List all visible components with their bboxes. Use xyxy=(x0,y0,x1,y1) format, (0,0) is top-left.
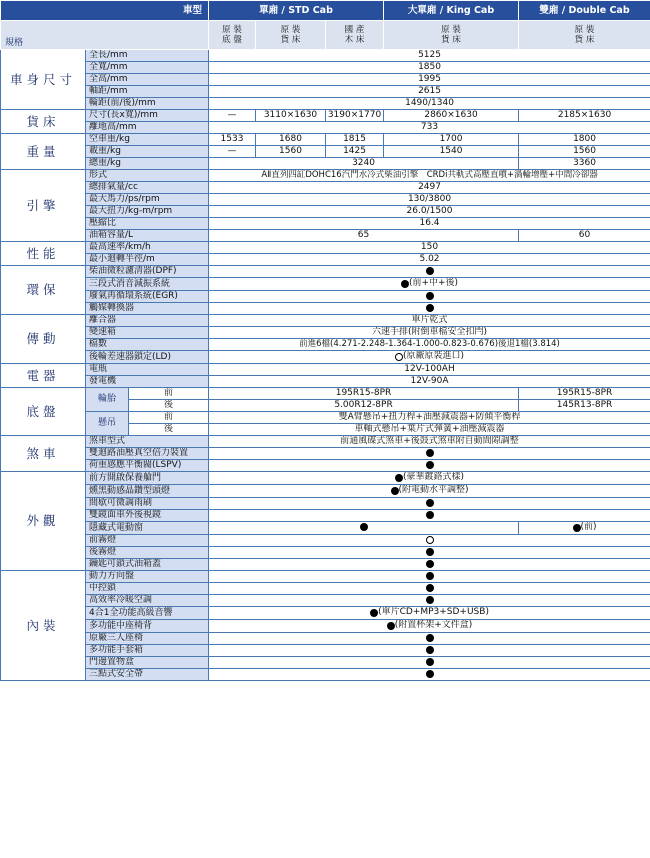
standard-dot-icon xyxy=(426,304,434,312)
cell: — xyxy=(209,146,256,158)
section-brake: 煞車 xyxy=(1,436,86,472)
row-label: 前霧燈 xyxy=(86,535,209,547)
standard-dot-icon xyxy=(426,634,434,642)
row-value: 1850 xyxy=(209,62,650,74)
row-label: 離合器 xyxy=(86,315,209,327)
standard-dot-icon xyxy=(426,267,434,275)
row-label: 雙鏡面車外後視鏡 xyxy=(86,510,209,522)
cell: 3360 xyxy=(519,158,650,170)
row-label: 燻黑動感晶鑽型頭燈 xyxy=(86,485,209,498)
standard-dot-icon xyxy=(426,511,434,519)
row-label: 4合1全功能高級音響 xyxy=(86,607,209,620)
row-label: 前方開啟保養艙門 xyxy=(86,472,209,485)
row-label: 輪距(前/後)/mm xyxy=(86,98,209,110)
row-value xyxy=(209,278,650,291)
header-sub-king: 原 裝 貨 床 xyxy=(384,21,519,50)
row-label: 雙迴路油壓真空倍力裝置 xyxy=(86,448,209,460)
header-spec-label: 規格 xyxy=(1,21,209,50)
cell: 60 xyxy=(519,230,650,242)
row-label: 觸媒轉換器 xyxy=(86,303,209,315)
row-value: 車軸式懸吊+葉片式彈簧+油壓減震器 xyxy=(209,424,650,436)
row-value: 26.0/1500 xyxy=(209,206,650,218)
standard-dot-icon xyxy=(387,622,395,630)
standard-dot-icon xyxy=(426,449,434,457)
row-value xyxy=(209,351,650,364)
row-value: 雙A臂懸吊+扭力桿+油壓減震器+防傾平衡桿 xyxy=(209,412,650,424)
cell xyxy=(209,522,519,535)
header-sub-bed: 原 裝 貨 床 xyxy=(256,21,326,50)
standard-dot-icon xyxy=(426,499,434,507)
row-label: 最大馬力/ps/rpm xyxy=(86,194,209,206)
row-value: 2615 xyxy=(209,86,650,98)
row-label: 尺寸(長x寬)/mm xyxy=(86,110,209,122)
cell: 1560 xyxy=(519,146,650,158)
row-note: (附置杯架+文件盒) xyxy=(394,620,473,630)
row-label: 最高速率/km/h xyxy=(86,242,209,254)
standard-dot-icon xyxy=(426,461,434,469)
row-label: 輪胎 xyxy=(86,388,129,412)
row-label: 多功能手套箱 xyxy=(86,645,209,657)
row-value: 5.02 xyxy=(209,254,650,266)
row-value: 前進6檔(4.271-2.248-1.364-1.000-0.823-0.676)後退1檔(3.814) xyxy=(209,339,650,351)
row-value xyxy=(209,620,650,633)
header-sub-double: 原 裝 貨 床 xyxy=(519,21,650,50)
standard-dot-icon xyxy=(573,524,581,532)
row-value xyxy=(209,547,650,559)
standard-dot-icon xyxy=(426,572,434,580)
standard-dot-icon xyxy=(426,670,434,678)
row-value xyxy=(209,510,650,522)
cell: 1560 xyxy=(256,146,326,158)
row-note: (附電動水平調整) xyxy=(398,485,469,495)
cell: 3240 xyxy=(209,158,519,170)
row-label: 門邊置物盒 xyxy=(86,657,209,669)
row-value: 150 xyxy=(209,242,650,254)
row-label: 高效率冷暖空調 xyxy=(86,595,209,607)
row-value xyxy=(209,645,650,657)
section-size: 車身尺寸 xyxy=(1,50,86,110)
row-value xyxy=(209,595,650,607)
row-value xyxy=(209,460,650,472)
row-label: 檔數 xyxy=(86,339,209,351)
section-perf: 性能 xyxy=(1,242,86,266)
row-value: 六速手排(附倒車檔安全扣閂) xyxy=(209,327,650,339)
row-label: 後霧燈 xyxy=(86,547,209,559)
header-double-cab: 雙廂 / Double Cab xyxy=(519,1,650,21)
row-value xyxy=(209,485,650,498)
row-label: 三段式消音減振系統 xyxy=(86,278,209,291)
row-note: (豪華鍍鉻式樣) xyxy=(403,472,465,482)
row-value xyxy=(209,583,650,595)
row-label: 離地高/mm xyxy=(86,122,209,134)
row-value xyxy=(209,291,650,303)
row-label: 柴油微粒濾清器(DPF) xyxy=(86,266,209,278)
cell: — xyxy=(209,110,256,122)
cell: 145R13-8PR xyxy=(519,400,650,412)
row-label: 電瓶 xyxy=(86,364,209,376)
row-value: 130/3800 xyxy=(209,194,650,206)
row-label: 隱藏式電動窗 xyxy=(86,522,209,535)
cell: 1700 xyxy=(384,134,519,146)
cell: 3110×1630 xyxy=(256,110,326,122)
row-label: 總排氣量/cc xyxy=(86,182,209,194)
row-value: 733 xyxy=(209,122,650,134)
row-label: 煞車型式 xyxy=(86,436,209,448)
section-chassis: 底盤 xyxy=(1,388,86,436)
row-label: 軸距/mm xyxy=(86,86,209,98)
row-label: 懸吊 xyxy=(86,412,129,436)
row-value xyxy=(209,669,650,681)
row-label: 變速箱 xyxy=(86,327,209,339)
cell: 2860×1630 xyxy=(384,110,519,122)
section-env: 環保 xyxy=(1,266,86,315)
cell: 1815 xyxy=(326,134,384,146)
standard-dot-icon xyxy=(395,474,403,482)
row-value: 1995 xyxy=(209,74,650,86)
section-interior: 內裝 xyxy=(1,571,86,681)
row-label: 動力方向盤 xyxy=(86,571,209,583)
cell: 1540 xyxy=(384,146,519,158)
cell: 1425 xyxy=(326,146,384,158)
cell: 1800 xyxy=(519,134,650,146)
row-value xyxy=(209,448,650,460)
section-engine: 引擎 xyxy=(1,170,86,242)
row-sublabel: 前 xyxy=(129,388,209,400)
row-sublabel: 後 xyxy=(129,424,209,436)
row-label: 多功能中座椅背 xyxy=(86,620,209,633)
row-label: 荷重感應平衡閥(LSPV) xyxy=(86,460,209,472)
standard-dot-icon xyxy=(426,584,434,592)
row-note: (前) xyxy=(580,522,597,532)
section-weight: 重量 xyxy=(1,134,86,170)
row-sublabel: 後 xyxy=(129,400,209,412)
row-label: 全長/mm xyxy=(86,50,209,62)
row-value: 前通風碟式煞車+後鼓式煞車附自動間隙調整 xyxy=(209,436,650,448)
row-label: 最小迴轉半徑/m xyxy=(86,254,209,266)
cell: 5.00R12-8PR xyxy=(209,400,519,412)
row-sublabel: 前 xyxy=(129,412,209,424)
row-label: 鑰匙可鎖式油箱蓋 xyxy=(86,559,209,571)
row-value: 12V-90A xyxy=(209,376,650,388)
row-value xyxy=(209,559,650,571)
row-label: 油箱容量/L xyxy=(86,230,209,242)
row-label: 最大扭力/kg-m/rpm xyxy=(86,206,209,218)
row-label: 形式 xyxy=(86,170,209,182)
row-note: (單片CD+MP3+SD+USB) xyxy=(378,607,489,617)
header-model-label: 車型 xyxy=(1,1,209,21)
row-value: 12V-100AH xyxy=(209,364,650,376)
row-label: 壓縮比 xyxy=(86,218,209,230)
row-value xyxy=(209,472,650,485)
header-std-cab: 單廂 / STD Cab xyxy=(209,1,384,21)
standard-dot-icon xyxy=(370,609,378,617)
section-elec: 電器 xyxy=(1,364,86,388)
row-value xyxy=(209,535,650,547)
row-label: 廢氣再循環系統(EGR) xyxy=(86,291,209,303)
row-label: 中控鎖 xyxy=(86,583,209,595)
cell xyxy=(519,522,650,535)
cell: 3190×1770 xyxy=(326,110,384,122)
row-label: 空車重/kg xyxy=(86,134,209,146)
row-note: (前+中+後) xyxy=(408,278,459,288)
standard-dot-icon xyxy=(426,646,434,654)
row-value xyxy=(209,607,650,620)
cell: 65 xyxy=(209,230,519,242)
cell: 1533 xyxy=(209,134,256,146)
row-label: 三點式安全帶 xyxy=(86,669,209,681)
row-value xyxy=(209,571,650,583)
row-value: 2497 xyxy=(209,182,650,194)
cell: 195R15-8PR xyxy=(209,388,519,400)
cell: 1680 xyxy=(256,134,326,146)
optional-circle-icon xyxy=(426,536,434,544)
row-value xyxy=(209,498,650,510)
row-value xyxy=(209,266,650,278)
standard-dot-icon xyxy=(426,596,434,604)
standard-dot-icon xyxy=(391,487,399,495)
standard-dot-icon xyxy=(401,280,409,288)
header-sub-chassis: 原 裝 底 盤 xyxy=(209,21,256,50)
row-label: 載重/kg xyxy=(86,146,209,158)
row-value xyxy=(209,303,650,315)
row-value: 5125 xyxy=(209,50,650,62)
standard-dot-icon xyxy=(426,292,434,300)
header-sub-wood: 國 產 木 床 xyxy=(326,21,384,50)
row-value xyxy=(209,657,650,669)
row-label: 發電機 xyxy=(86,376,209,388)
row-label: 總重/kg xyxy=(86,158,209,170)
row-label: 間歇可微調雨刷 xyxy=(86,498,209,510)
standard-dot-icon xyxy=(426,548,434,556)
cell: 195R15-8PR xyxy=(519,388,650,400)
row-label: 原廠三人座椅 xyxy=(86,633,209,645)
section-bed: 貨床 xyxy=(1,110,86,134)
header-king-cab: 大單廂 / King Cab xyxy=(384,1,519,21)
row-note: (原廠原裝進口) xyxy=(403,351,465,361)
row-value: 單片乾式 xyxy=(209,315,650,327)
row-value: 16.4 xyxy=(209,218,650,230)
standard-dot-icon xyxy=(426,560,434,568)
row-value xyxy=(209,633,650,645)
row-label: 後輪差速器鎖定(LD) xyxy=(86,351,209,364)
standard-dot-icon xyxy=(360,523,368,531)
optional-circle-icon xyxy=(395,353,403,361)
row-label: 全高/mm xyxy=(86,74,209,86)
section-trans: 傳動 xyxy=(1,315,86,364)
cell: 2185×1630 xyxy=(519,110,650,122)
standard-dot-icon xyxy=(426,658,434,666)
row-label: 全寬/mm xyxy=(86,62,209,74)
row-value: AⅡ直列四缸DOHC16汽門水冷式柴油引擎 CRDi共軌式高壓直噴+渦輪增壓+中間冷卻器 xyxy=(209,170,650,182)
section-exterior: 外觀 xyxy=(1,472,86,571)
row-value: 1490/1340 xyxy=(209,98,650,110)
